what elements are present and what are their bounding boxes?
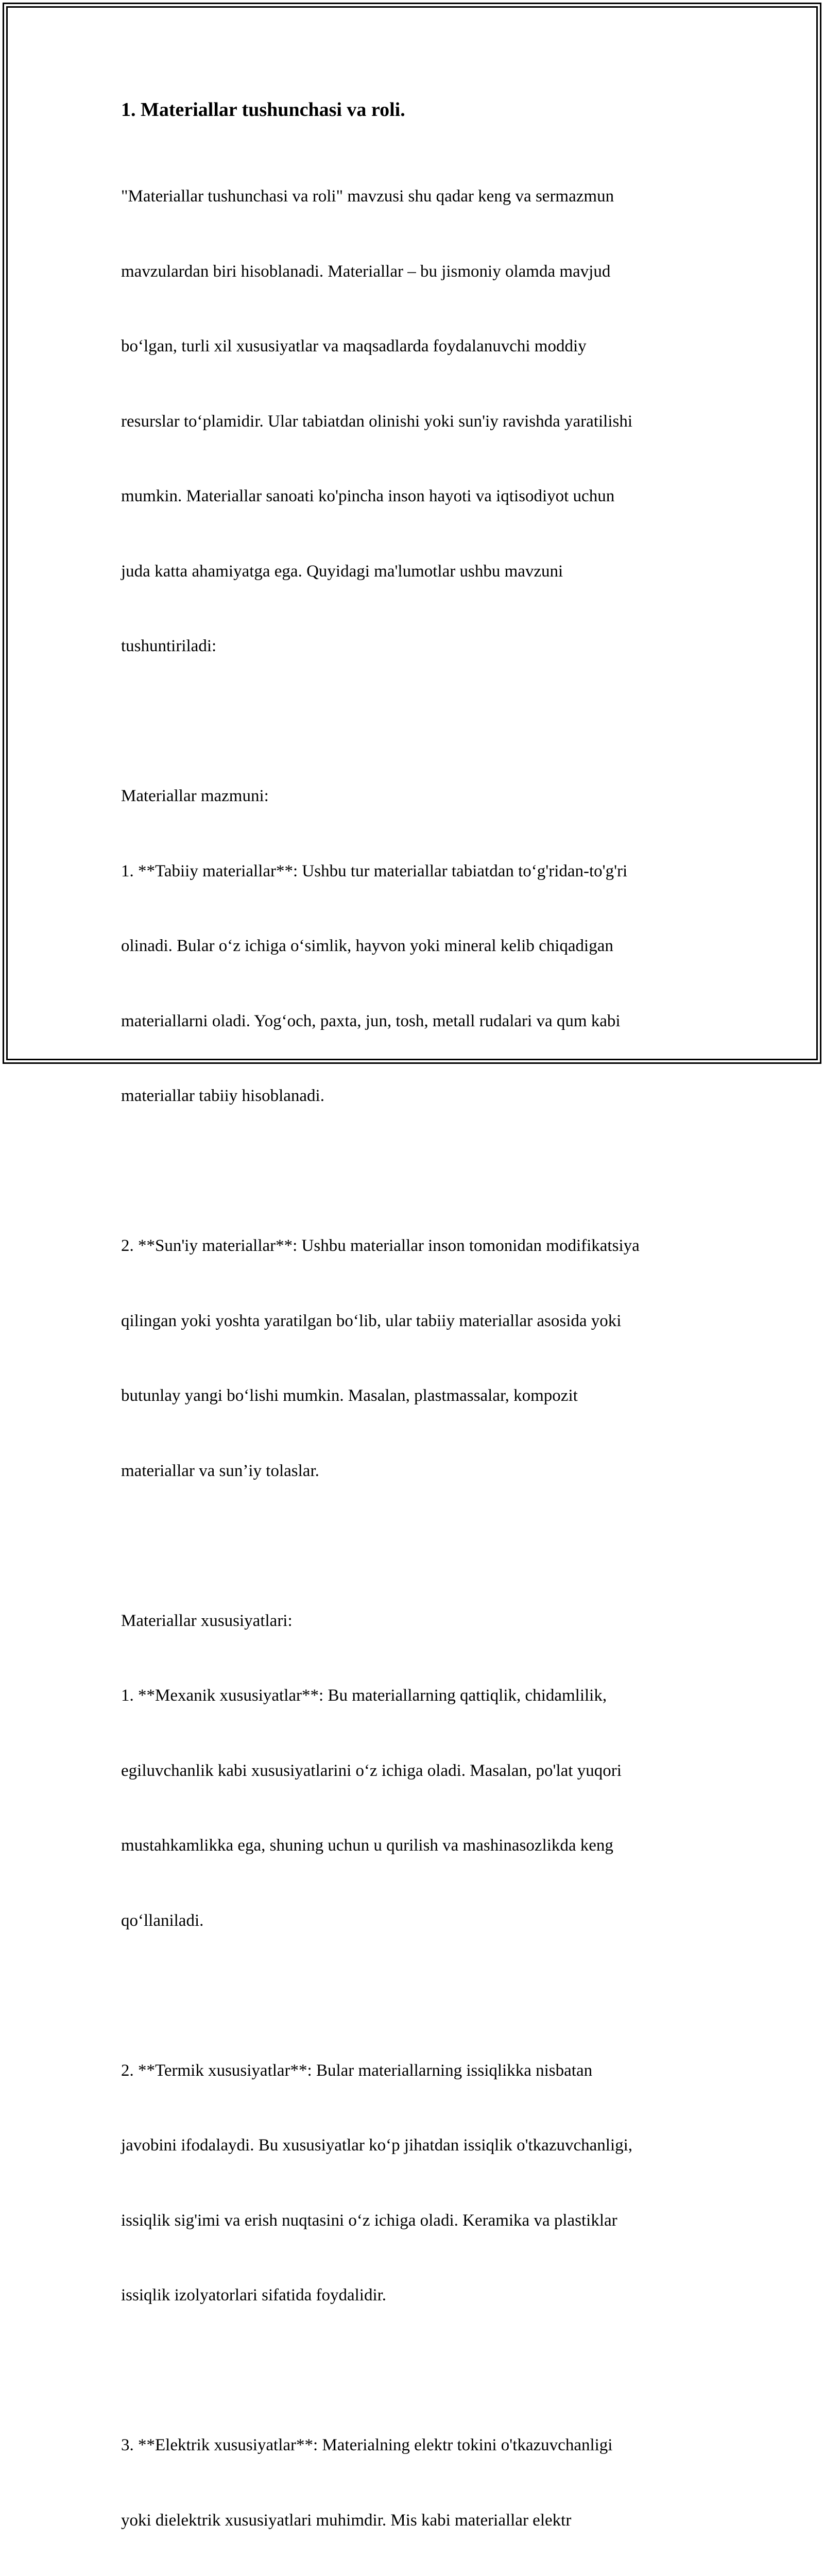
text-line: "Materiallar tushunchasi va roli" mavzusi shu qadar keng va sermazmun	[121, 187, 614, 206]
blank-line	[121, 1983, 706, 2008]
text-line: egiluvchanlik kabi xususiyatlarini o‘z ichiga oladi. Masalan, po'lat yuqori	[121, 1761, 622, 1780]
text-line: qilingan yoki yoshta yaratilgan bo‘lib, ular tabiiy materiallar asosida yoki	[121, 1311, 622, 1330]
subsection-title: Materiallar mazmuni:	[121, 787, 269, 805]
artificial-materials-paragraph	[121, 1183, 706, 1533]
text-line: 3. **Elektrik xususiyatlar**: Materialning elektr tokini o'tkazuvchanligi	[121, 2436, 613, 2454]
text-line: juda katta ahamiyatga ega. Quyidagi ma'lumotlar ushbu mavzuni	[121, 562, 563, 581]
text-line: issiqlik izolyatorlari sifatida foydalidir.	[121, 2286, 387, 2304]
subsection-title: Materiallar xususiyatlari:	[121, 1611, 293, 1630]
text-line: butunlay yangi bo‘lishi mumkin. Masalan, plastmassalar, kompozit	[121, 1386, 578, 1405]
content-section	[121, 734, 706, 1159]
text-line: mumkin. Materiallar sanoati ko'pincha inson hayoti va iqtisodiyot uchun	[121, 487, 615, 505]
blank-line	[121, 2358, 706, 2383]
text-line: materiallar va sun’iy tolaslar.	[121, 1461, 319, 1480]
text-line: olinadi. Bular o‘z ichiga o‘simlik, hayvon yoki mineral kelib chiqadigan	[121, 937, 613, 955]
text-line: 2. **Termik xususiyatlar**: Bular materiallarning issiqlikka nisbatan	[121, 2061, 593, 2080]
text-line: 2. **Sun'iy materiallar**: Ushbu materiallar inson tomonidan modifikatsiya	[121, 1236, 640, 1255]
text-line: mustahkamlikka ega, shuning uchun u qurilish va mashinasozlikda keng	[121, 1836, 613, 1855]
intro-paragraph	[121, 134, 706, 709]
section-heading: 1. Materiallar tushunchasi va roli.	[121, 99, 405, 121]
text-line: materiallarni oladi. Yog‘och, paxta, jun, tosh, metall rudalari va qum kabi	[121, 1011, 621, 1030]
text-line: qo‘llaniladi.	[121, 1911, 204, 1930]
text-line: resurslar to‘plamidir. Ular tabiatdan olinishi yoki sun'iy ravishda yaratilishi	[121, 412, 632, 431]
thermal-properties-paragraph	[121, 2008, 706, 2358]
text-line: javobini ifodalaydi. Bu xususiyatlar ko‘p jihatdan issiqlik o'tkazuvchanligi,	[121, 2136, 633, 2155]
text-line: 1. **Tabiiy materiallar**: Ushbu tur materiallar tabiatdan to‘g'ridan-to'g'ri	[121, 861, 628, 880]
text-line: mavzulardan biri hisoblanadi. Materiallar – bu jismoniy olamda mavjud	[121, 262, 611, 281]
text-line: materiallar tabiiy hisoblanadi.	[121, 1087, 324, 1105]
text-line: issiqlik sig'imi va erish nuqtasini o‘z ichiga oladi. Keramika va plastiklar	[121, 2211, 617, 2230]
text-line: 1. **Mexanik xususiyatlar**: Bu materiallarning qattiqlik, chidamlilik,	[121, 1686, 607, 1705]
text-line: tushuntiriladi:	[121, 637, 217, 655]
document-body	[121, 97, 706, 2576]
text-line: yoki dielektrik xususiyatlari muhimdir. Mis kabi materiallar elektr	[121, 2511, 572, 2530]
text-line: bo‘lgan, turli xil xususiyatlar va maqsadlarda foydalanuvchi moddiy	[121, 337, 587, 355]
blank-line	[121, 1533, 706, 1558]
electrical-properties-paragraph	[121, 2383, 706, 2576]
blank-line	[121, 1159, 706, 1184]
blank-line	[121, 709, 706, 734]
properties-section	[121, 1558, 706, 1984]
